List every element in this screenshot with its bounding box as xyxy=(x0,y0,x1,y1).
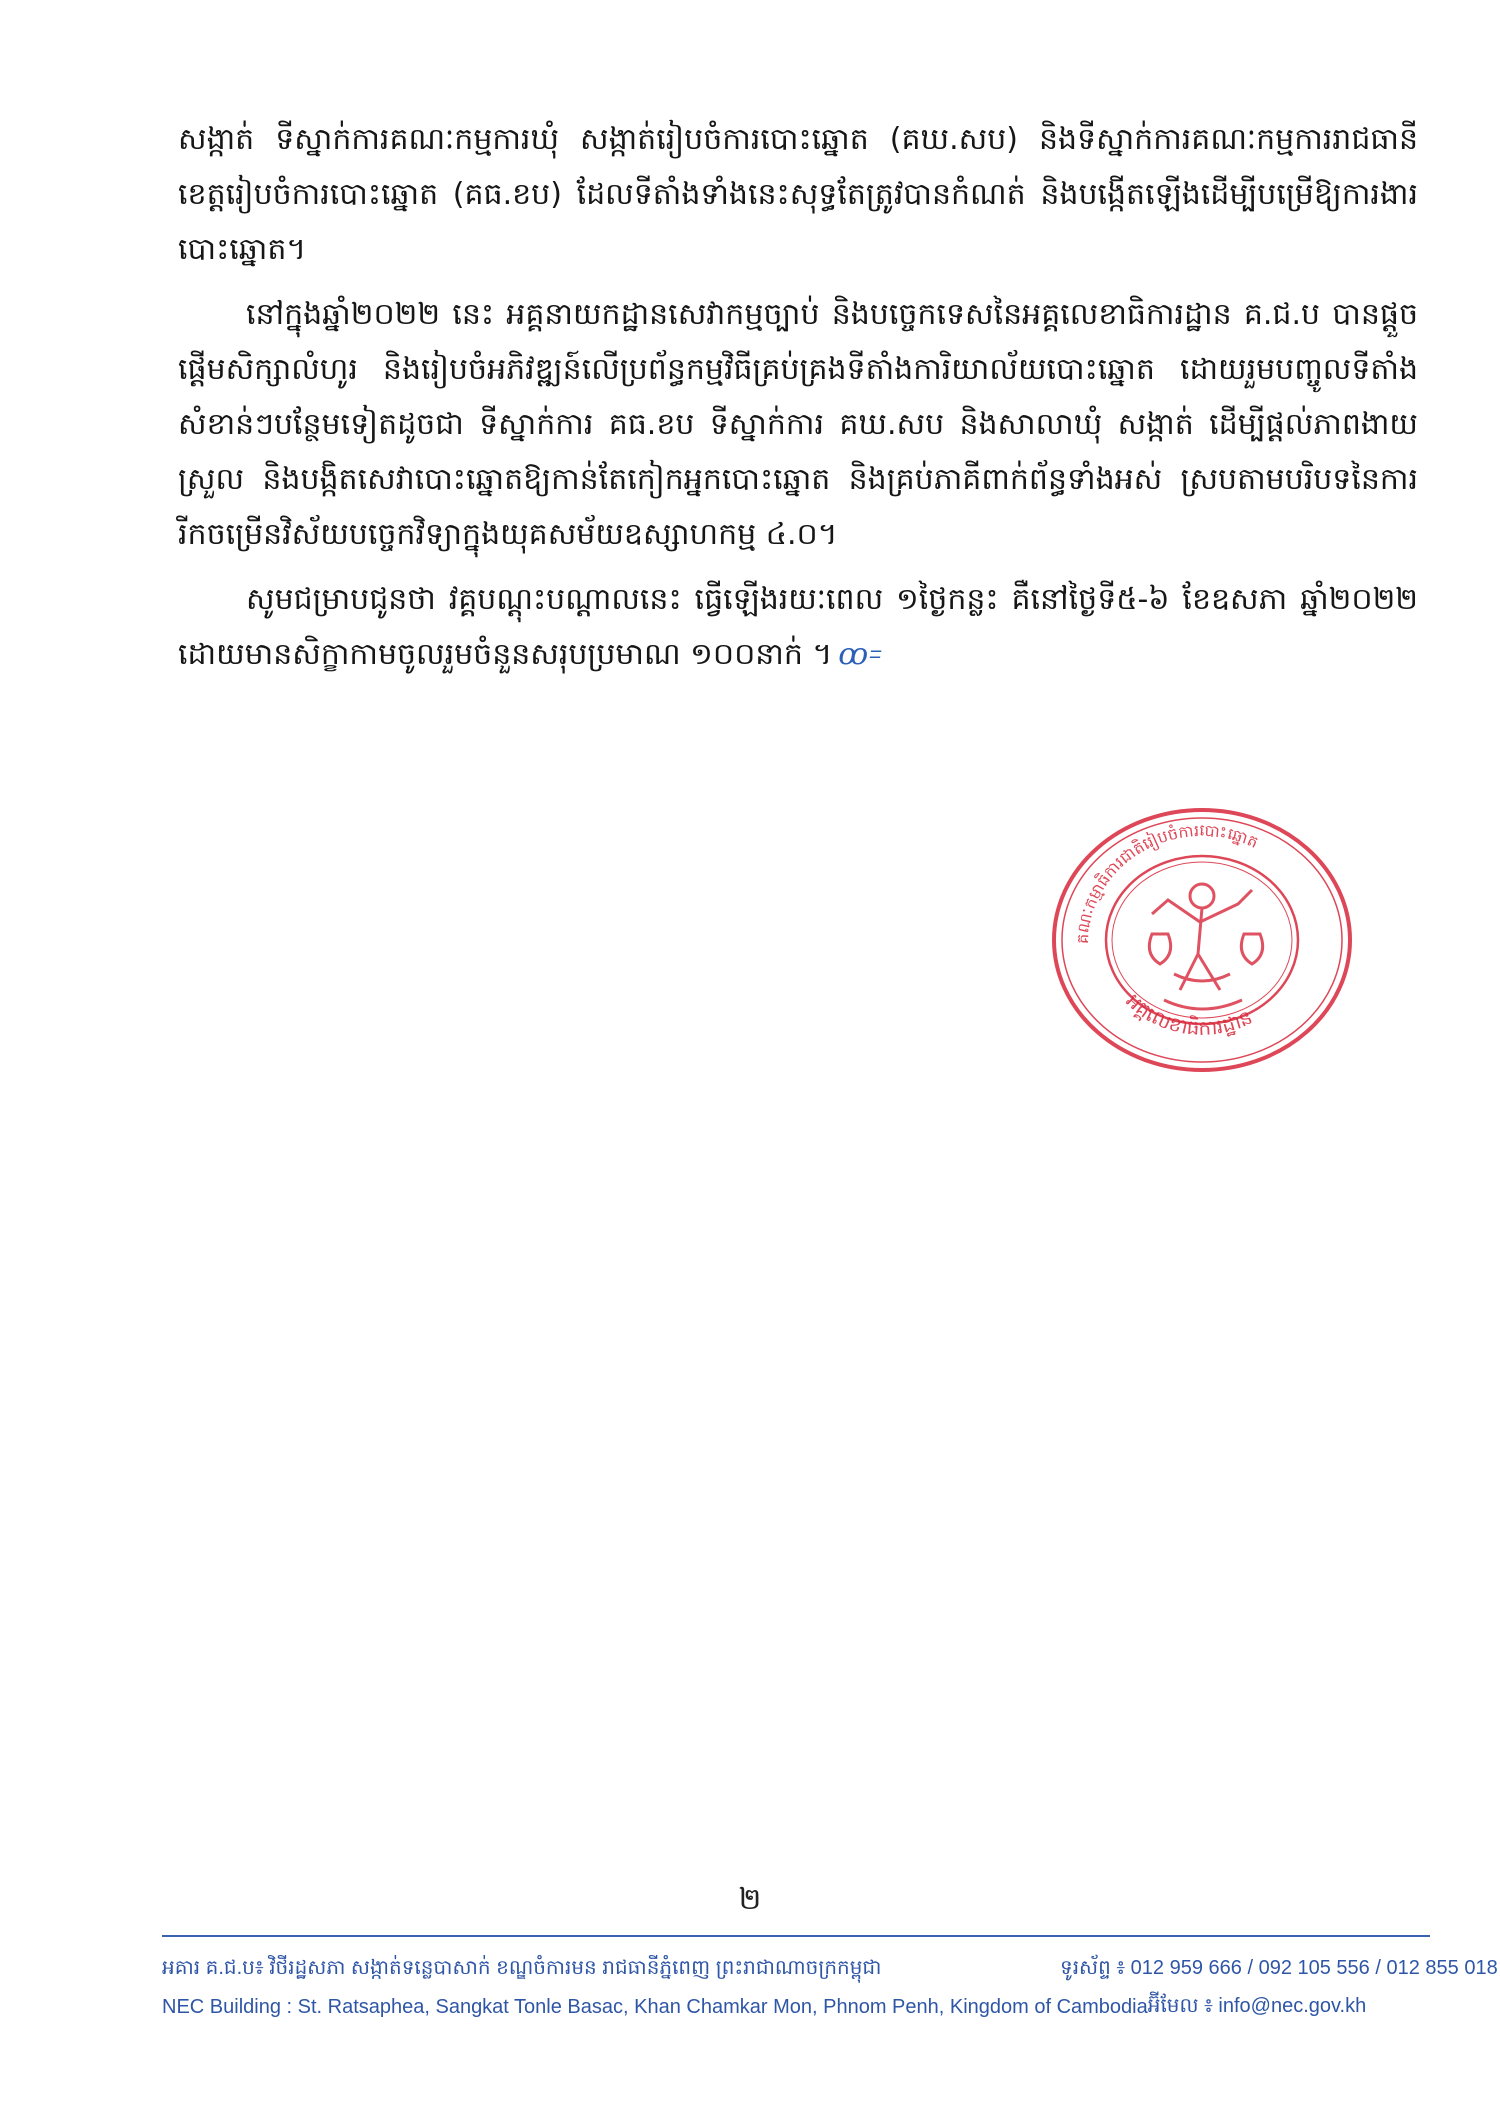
paragraph-3-text: សូមជម្រាបជូនថា វគ្គបណ្តុះបណ្តាលនេះ ធ្វើឡើងរយៈពេល ១ថ្ងៃកន្លះ គឺនៅថ្ងៃទី៥-៦ ខែឧសភា ឆ្នាំ២០២២ ដោយមានសិក្ខាកាមចូលរួមចំនួនសរុបប្រមាណ ១០០នាក់ ។ xyxy=(178,582,1418,672)
footer-divider xyxy=(162,1935,1430,1937)
footer-row-km xyxy=(162,1950,1498,1988)
handwritten-initials: ꝏ꞊ xyxy=(838,637,881,672)
paragraph-1: សង្កាត់ ទីស្នាក់ការគណៈកម្មការឃុំ សង្កាត់រៀបចំការបោះឆ្នោត (គឃ.សប) និងទីស្នាក់ការគណៈកម្មការរាជធានី ខេត្តរៀបចំការបោះឆ្នោត (គធ.ខប) ដែលទីតាំងទាំងនេះសុទ្ធតែត្រូវបានកំណត់ និងបង្កើតឡើងដើម្បីបម្រើឱ្យការងារបោះឆ្នោត។ xyxy=(178,122,1418,267)
footer-email[interactable]: អ៊ីមែល ៖ info@nec.gov.kh xyxy=(1147,1995,1367,2017)
footer xyxy=(162,1950,1498,2026)
official-seal xyxy=(1048,804,1356,1074)
seal-outer-text: គណៈកម្មាធិការជាតិរៀបចំការបោះឆ្នោត xyxy=(1072,820,1262,945)
body-text xyxy=(178,112,1418,692)
footer-phone: ទូរស័ព្ទ ៖ 012 959 666 / 092 105 556 / 012 855 018 xyxy=(1060,1957,1498,1979)
seal-bottom-text: អគ្គលេខាធិការដ្ឋាន xyxy=(1121,988,1257,1041)
footer-row-en xyxy=(162,1988,1430,2026)
paragraph-3 xyxy=(178,572,1418,682)
seal-emblem xyxy=(1149,884,1262,1009)
page-number: ២ xyxy=(738,1882,762,1917)
paragraph-2: នៅក្នុងឆ្នាំ២០២២ នេះ អគ្គនាយកដ្ឋានសេវាកម្មច្បាប់ និងបច្ចេកទេសនៃអគ្គលេខាធិការដ្ឋាន គ.ជ.ប បានផ្តួចផ្តើមសិក្សាលំហូរ និងរៀបចំអភិវឌ្ឍន៍លើប្រព័ន្ធកម្មវិធីគ្រប់គ្រងទីតាំងការិយាល័យបោះឆ្នោត ដោយរួមបញ្ចូលទីតាំងសំខាន់ៗបន្ថែមទៀតដូចជា ទីស្នាក់ការ គធ.ខប ទីស្នាក់ការ គឃ.សប និងសាលាឃុំ សង្កាត់ ដើម្បីផ្តល់ភាពងាយស្រួល និងបង្កិតសេវាបោះឆ្នោតឱ្យកាន់តែកៀកអ្នកបោះឆ្នោត និងគ្រប់ភាគីពាក់ព័ន្ធទាំងអស់ ស្របតាមបរិបទនៃការរីកចម្រើនវិស័យបច្ចេកវិទ្យាក្នុងយុគសម័យឧស្សាហកម្ម ៤.០។ xyxy=(178,297,1418,552)
footer-address-en: NEC Building : St. Ratsaphea, Sangkat Tonle Basac, Khan Chamkar Mon, Phnom Penh, Kingdom of Cambodia xyxy=(162,1995,1148,2018)
footer-address-km: អគារ គ.ជ.ប៖ វិថីរដ្ឋសភា សង្កាត់ទន្លេបាសាក់ ខណ្ឌចំការមន រាជធានីភ្នំពេញ ព្រះរាជាណាចក្រកម្ពុជា xyxy=(162,1957,882,1979)
